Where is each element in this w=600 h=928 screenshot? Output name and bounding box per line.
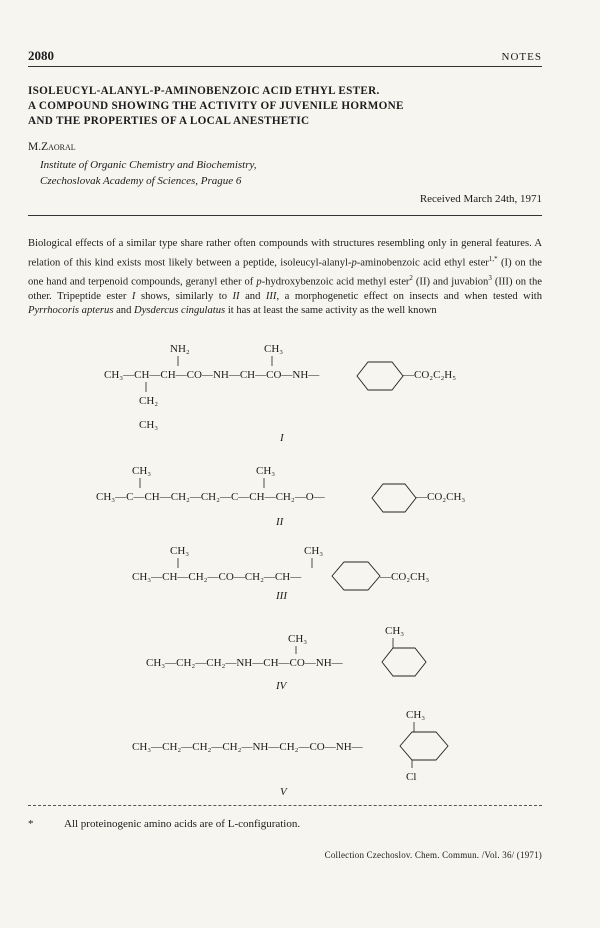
formula-II-ch3-a: CH₃ (132, 465, 152, 477)
affiliation (40, 157, 257, 189)
body-text-10: and (113, 305, 135, 317)
body-text-6: (III) on the other. Tripeptide ester (28, 276, 542, 302)
affiliation-line-1: Institute of Organic Chemistry and Biochemistry, (40, 159, 257, 171)
body-text-4: -hydroxybenzoic acid methyl ester (261, 276, 410, 288)
formula-II-chain: CH₃—C—CH—CH₂—CH₂—C—CH—CH₂—O— (96, 491, 325, 503)
species-1: Pyrrhocoris apterus (28, 305, 114, 317)
formula-II-benzene-ring (372, 484, 416, 512)
formula-III-ch3-a: CH₃ (170, 545, 190, 557)
formula-III-structure (0, 538, 600, 598)
formula-I-ester: —CO₂C₂H₅ (403, 369, 457, 381)
footnote-rule (28, 805, 542, 806)
body-text-1: Biological effects of a similar type share rather often compounds with structures resembling only in general features. A relation of this kind exists most likely between a peptide, isoleucyl-alanyl- (28, 238, 542, 269)
formula-V-structure (0, 704, 600, 784)
body-italic-p: p (351, 257, 357, 269)
formula-IV (0, 624, 600, 692)
ref-3: 3 (488, 273, 492, 282)
formula-V-ch3-ring: CH₃ (406, 709, 426, 721)
page-number: 2080 (28, 48, 54, 63)
footnote-mark: * (28, 818, 34, 830)
compound-ref-II: II (232, 290, 240, 302)
formula-III (0, 538, 600, 603)
formula-IV-benzene-ring (382, 648, 426, 676)
formula-I (0, 336, 600, 451)
formula-V (0, 704, 600, 798)
formula-I-ch3-bottom: CH₃ (139, 419, 159, 431)
body-text-7: shows, similarly to (135, 290, 233, 302)
footnote-text: All proteinogenic amino acids are of L-configuration. (64, 818, 301, 830)
ref-1: 1,* (488, 254, 498, 263)
formula-I-ch3-top: CH₃ (264, 343, 284, 355)
formula-IV-label: IV (276, 680, 287, 692)
affiliation-line-2: Czechoslovak Academy of Sciences, Prague 6 (40, 175, 242, 187)
body-text-11: it has at least the same activity as the well known (225, 305, 437, 317)
body-text-8: and (239, 290, 266, 302)
formula-I-structure (0, 336, 600, 446)
formula-III-cyclohexene-ring (332, 562, 380, 590)
formula-II-ester: —CO₂CH₃ (416, 491, 466, 503)
journal-citation: Collection Czechoslov. Chem. Commun. /Vol. 36/ (1971) (324, 850, 542, 860)
ref-2: 2 (409, 273, 413, 282)
formula-III-ch3-b: CH₃ (304, 545, 324, 557)
formula-II-structure (0, 458, 600, 518)
body-paragraph (28, 237, 542, 319)
body-text-9: , a morphogenetic effect on insects and when tested with (276, 290, 543, 302)
formula-I-nh2: NH₂ (170, 343, 190, 355)
formula-V-chlorine: Cl (406, 771, 417, 783)
formula-I-label: I (280, 432, 284, 444)
formula-I-benzene-ring (357, 362, 403, 390)
formula-IV-ch3-top: CH₃ (288, 633, 308, 645)
formula-V-label: V (280, 786, 287, 798)
compound-ref-III: III (265, 290, 277, 302)
formula-IV-structure (0, 624, 600, 684)
header-rule (28, 66, 542, 67)
section-rule (28, 215, 542, 216)
formula-I-ch2: CH₂ (139, 395, 159, 407)
species-2: Dysdercus cingulatus (134, 305, 226, 317)
formula-II-ch3-b: CH₃ (256, 465, 276, 477)
article-title (28, 84, 548, 129)
author-name: M.Zaoral (28, 141, 76, 153)
formula-III-ester: —CO₂CH₃ (380, 571, 430, 583)
formula-I-chain: CH₃—CH—CH—CO—NH—CH—CO—NH— (104, 369, 320, 381)
compound-ref-I: I (131, 290, 136, 302)
received-date: Received March 24th, 1971 (419, 193, 542, 205)
running-header (28, 48, 542, 64)
title-line-2: A COMPOUND SHOWING THE ACTIVITY OF JUVENILE HORMONE (28, 100, 404, 112)
formula-V-benzene-ring (400, 732, 448, 760)
body-italic-p2: p (256, 276, 262, 288)
formula-IV-ch3-ring: CH₃ (385, 625, 405, 637)
title-line-3: AND THE PROPERTIES OF A LOCAL ANESTHETIC (28, 115, 310, 127)
formula-III-label: III (276, 590, 287, 602)
formula-II (0, 458, 600, 528)
section-name: NOTES (501, 51, 542, 63)
footnote (28, 818, 300, 830)
formula-V-chain: CH₃—CH₂—CH₂—CH₂—NH—CH₂—CO—NH— (132, 741, 363, 753)
formula-III-chain: CH₃—CH—CH₂—CO—CH₂—CH— (132, 571, 302, 583)
title-line-1: ISOLEUCYL-ALANYL-P-AMINOBENZOIC ACID ETHYL ESTER. (28, 85, 380, 97)
formula-II-label: II (276, 516, 284, 528)
body-text-3: (I) on the one hand and terpenoid compounds, geranyl ether of (28, 257, 542, 288)
body-text-2: -aminobenzoic acid ethyl ester (356, 257, 489, 269)
body-text-5: (II) and juvabion (412, 276, 489, 288)
formula-IV-chain: CH₃—CH₂—CH₂—NH—CH—CO—NH— (146, 657, 343, 669)
